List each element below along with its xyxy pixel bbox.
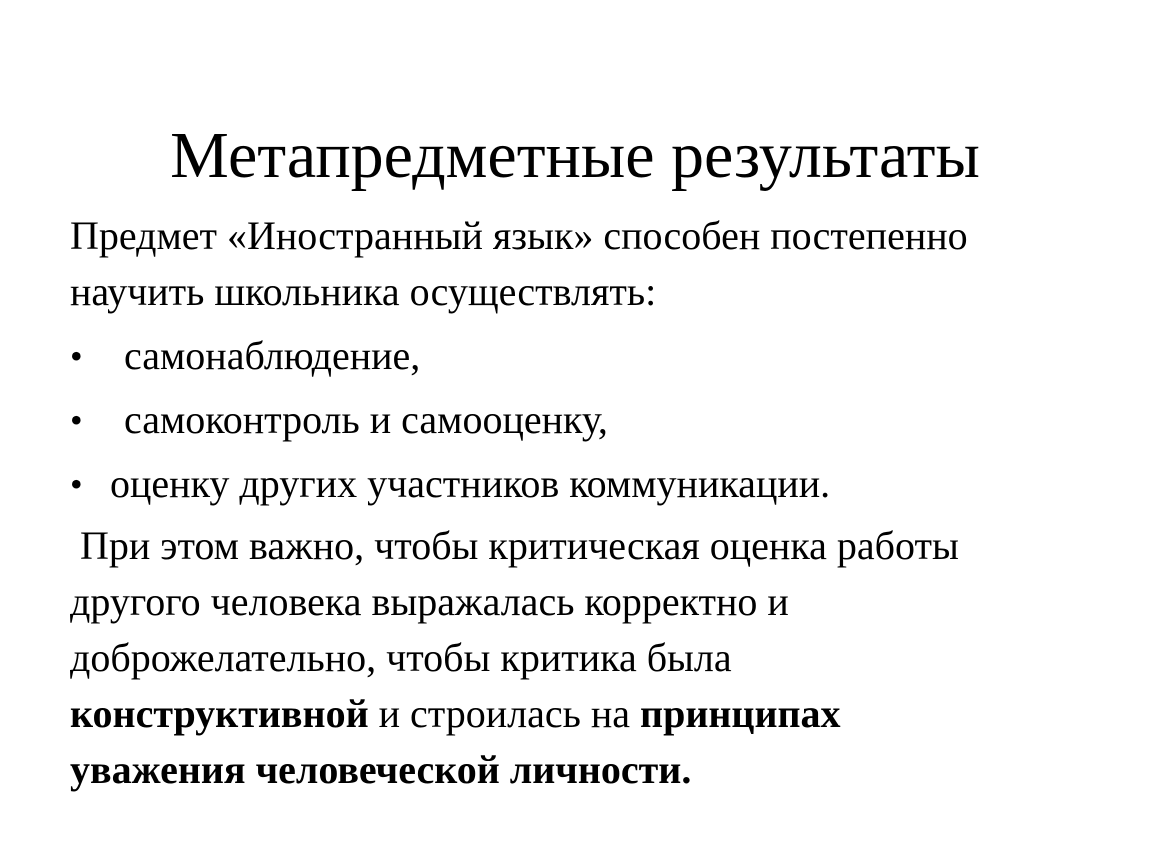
bullet-item [70, 324, 1120, 388]
bullet-dot-icon: • [70, 400, 83, 440]
closing-middle: и строилась на [368, 691, 641, 736]
intro-line-2: научить школьника осуществлять: [70, 269, 657, 314]
bullet-list [70, 324, 1120, 516]
emphasis-constructive: конструктивной [70, 691, 369, 736]
slide-body [70, 208, 1120, 798]
emphasis-principles: принципах [640, 691, 841, 736]
slide-title: Метапредметные результаты [170, 119, 980, 193]
closing-line-3: доброжелательно, чтобы критика была [70, 635, 732, 680]
bullet-dot-icon: • [70, 336, 83, 376]
intro-paragraph [70, 208, 1120, 320]
closing-line-1: При этом важно, чтобы критическая оценка работы [80, 523, 959, 568]
bullet-dot-icon: • [70, 464, 83, 504]
bullet-item [70, 452, 1120, 516]
bullet-text: самонаблюдение, [124, 333, 421, 378]
bullet-text: самоконтроль и самооценку, [124, 397, 608, 442]
closing-paragraph [70, 518, 1120, 798]
emphasis-respect: уважения человеческой личности. [70, 747, 692, 792]
closing-line-2: другого человека выражалась корректно и [70, 579, 789, 624]
bullet-text: оценку других участников коммуникации. [110, 461, 831, 506]
bullet-item [70, 388, 1120, 452]
intro-line-1: Предмет «Иностранный язык» способен постепенно [70, 213, 968, 258]
